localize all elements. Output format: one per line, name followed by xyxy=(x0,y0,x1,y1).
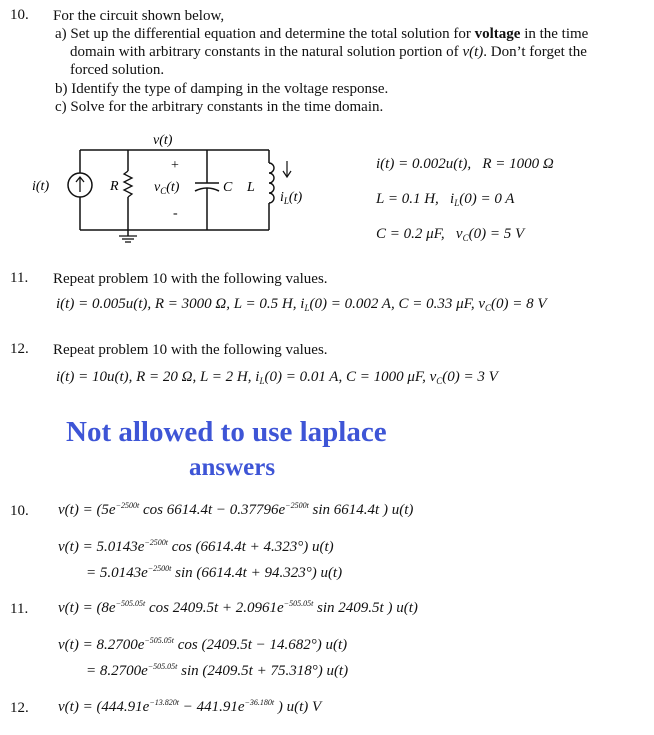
answer-11-eq2: $v(t) = 8.2700e^{-505.05t}$ cos (2409.5t − 14.682°) u(t) xyxy=(58,636,348,653)
resistor-symbol xyxy=(124,171,132,197)
part-a2-text-end: . Don’t forget the xyxy=(483,44,587,60)
answer-10-eq2: $v(t) = 5.0143e^{-2500t}$ cos (6614.4t + 4.323°) u(t) xyxy=(58,538,334,555)
part-a-text: a) Set up the differential equation and determine the total solution for xyxy=(55,26,475,42)
given-il-initial: $i_L(0) = 0$ A xyxy=(450,191,515,208)
answer-11-number: 11. xyxy=(10,601,29,617)
circuit-r-label: R xyxy=(110,179,119,194)
given-current: i(t) = 0.002u(t), xyxy=(376,156,472,172)
circuit-vc-label: $v_C(t)$ xyxy=(154,180,180,196)
problem-12-text: Repeat problem 10 with the following values. xyxy=(53,342,328,358)
part-a-text-end: in the time xyxy=(520,26,589,42)
given-inductance: L = 0.1 H, xyxy=(376,191,439,207)
circuit-c-label: C xyxy=(223,180,233,195)
problem-10-part-a-line3: forced solution. xyxy=(70,62,165,78)
circuit-i-label: i(t) xyxy=(32,179,50,194)
problem-10-part-c: c) Solve for the arbitrary constants in the time domain. xyxy=(55,99,384,115)
problem-10-intro: For the circuit shown below, xyxy=(53,8,225,24)
answer-12-number: 12. xyxy=(10,700,29,716)
given-line-1 xyxy=(376,156,554,173)
circuit-diagram xyxy=(25,128,345,248)
banner-answers: answers xyxy=(189,454,276,481)
problem-10-part-a-line2 xyxy=(70,43,587,61)
circuit-l-label: L xyxy=(247,180,255,195)
inductor-coil xyxy=(269,163,274,203)
circuit-v-label: v(t) xyxy=(153,133,173,148)
part-a-bold: voltage xyxy=(474,26,521,42)
problem-11-values: i(t) = 0.005u(t), R = 3000 Ω, L = 0.5 H, $i_L(0) = 0.002$ A, C = 0.33 μF, $v_C(0) = 8$ V xyxy=(56,296,547,313)
answer-11-eq3: = $8.2700e^{-505.05t}$ sin (2409.5t + 75.318°) u(t) xyxy=(86,662,349,679)
problem-10-part-a-line1 xyxy=(55,25,588,43)
problem-11-number: 11. xyxy=(10,270,29,286)
answer-10-eq1: $v(t) = (5e^{-2500t}$ $\cos 6614.4t - 0.37796e^{-2500t}$ sin 6614.4t ) u(t) xyxy=(58,501,414,518)
banner-not-allowed: Not allowed to use laplace xyxy=(66,416,387,448)
answer-10-number: 10. xyxy=(10,503,29,519)
given-line-2 xyxy=(376,191,514,208)
part-a2-var: v(t) xyxy=(462,44,484,60)
given-line-3 xyxy=(376,226,524,243)
problem-10-number: 10. xyxy=(10,7,29,23)
answer-11-eq1: $v(t) = (8e^{-505.05t}$ $\cos 2409.5t + 2.0961e^{-505.05t}$ sin 2409.5t ) u(t) xyxy=(58,599,418,616)
part-a2-text: domain with arbitrary constants in the natural solution portion of xyxy=(70,44,463,60)
problem-12-values: i(t) = 10u(t), R = 20 Ω, L = 2 H, $i_L(0) = 0.01$ A, C = 1000 μF, $v_C(0) = 3$ V xyxy=(56,369,498,386)
given-vc-initial: $v_C(0) = 5$ V xyxy=(455,226,525,243)
circuit-vc-plus: + xyxy=(171,158,179,173)
answer-10-eq3: = $5.0143e^{-2500t}$ sin (6614.4t + 94.323°) u(t) xyxy=(86,564,343,581)
given-resistance: R = 1000 Ω xyxy=(482,156,554,172)
problem-12-number: 12. xyxy=(10,341,29,357)
circuit-vc-minus: - xyxy=(173,206,178,221)
circuit-il-label: $i_L(t)$ xyxy=(280,190,303,206)
problem-10-part-b: b) Identify the type of damping in the voltage response. xyxy=(55,81,389,97)
answer-12-eq1: $v(t) = (444.91e^{-13.820t} - 441.91e^{-36.180t}$ ) u(t) V xyxy=(58,698,322,715)
given-capacitance: C = 0.2 μF, xyxy=(376,226,445,242)
problem-11-text: Repeat problem 10 with the following values. xyxy=(53,271,328,287)
